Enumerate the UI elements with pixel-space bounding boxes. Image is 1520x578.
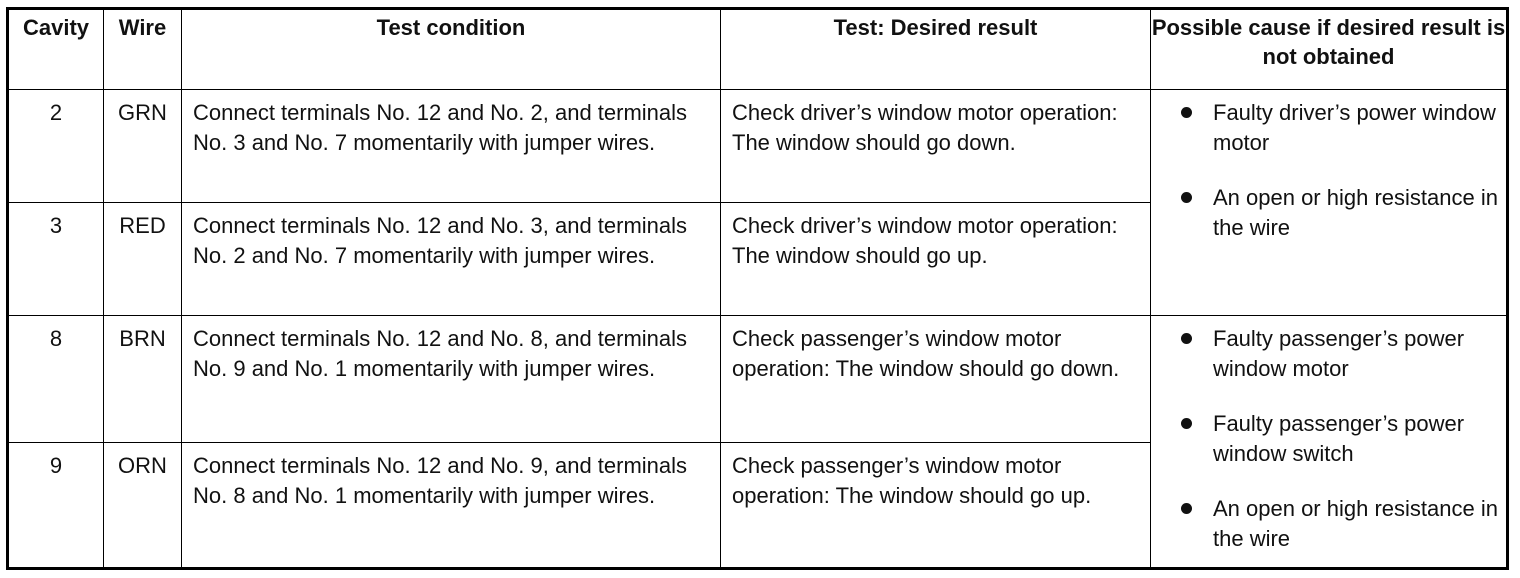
header-desired-result: Test: Desired result — [721, 9, 1151, 90]
bullet-icon — [1181, 192, 1192, 203]
bullet-icon — [1181, 503, 1192, 514]
bullet-icon — [1181, 107, 1192, 118]
desired-result-cell: Check passenger’s window motor operation: The window should go up. — [721, 442, 1151, 568]
header-row — [8, 9, 1508, 90]
table-row — [8, 316, 1508, 442]
header-test-condition: Test condition — [182, 9, 721, 90]
cause-text: Faulty passenger’s power window switch — [1213, 411, 1465, 467]
cause-item — [1179, 409, 1500, 469]
header-wire: Wire — [104, 9, 182, 90]
test-condition-cell: Connect terminals No. 12 and No. 9, and terminals No. 8 and No. 1 momentarily with jumper wires. — [182, 442, 721, 568]
test-condition-cell: Connect terminals No. 12 and No. 3, and terminals No. 2 and No. 7 momentarily with jumper wires. — [182, 203, 721, 316]
cause-text: An open or high resistance in the wire — [1213, 496, 1498, 552]
cause-text: Faulty driver’s power window motor — [1213, 100, 1496, 155]
cavity-cell: 3 — [8, 203, 104, 316]
test-condition-cell: Connect terminals No. 12 and No. 8, and terminals No. 9 and No. 1 momentarily with jumper wires. — [182, 316, 721, 442]
table-row — [8, 90, 1508, 203]
wire-cell: GRN — [104, 90, 182, 203]
desired-result-cell: Check driver’s window motor operation: The window should go down. — [721, 90, 1151, 203]
bullet-icon — [1181, 333, 1192, 344]
wire-cell: ORN — [104, 442, 182, 568]
cause-item — [1179, 183, 1500, 243]
possible-cause-cell-driver — [1151, 90, 1508, 316]
desired-result-cell: Check passenger’s window motor operation: The window should go down. — [721, 316, 1151, 442]
cause-list — [1179, 98, 1500, 243]
cause-text: An open or high resistance in the wire — [1213, 185, 1498, 240]
header-possible-cause: Possible cause if desired result is not obtained — [1151, 9, 1508, 90]
possible-cause-cell-passenger — [1151, 316, 1508, 569]
wire-cell: BRN — [104, 316, 182, 442]
cause-list — [1179, 324, 1500, 554]
test-condition-cell: Connect terminals No. 12 and No. 2, and terminals No. 3 and No. 7 momentarily with jumper wires. — [182, 90, 721, 203]
cavity-cell: 8 — [8, 316, 104, 442]
cavity-cell: 9 — [8, 442, 104, 568]
bullet-icon — [1181, 418, 1192, 429]
cause-item — [1179, 324, 1500, 384]
cavity-cell: 2 — [8, 90, 104, 203]
test-table — [6, 7, 1509, 570]
cause-item — [1179, 98, 1500, 158]
cause-text: Faulty passenger’s power window motor — [1213, 326, 1465, 382]
desired-result-cell: Check driver’s window motor operation: The window should go up. — [721, 203, 1151, 316]
cause-item — [1179, 494, 1500, 554]
wire-cell: RED — [104, 203, 182, 316]
header-cavity: Cavity — [8, 9, 104, 90]
